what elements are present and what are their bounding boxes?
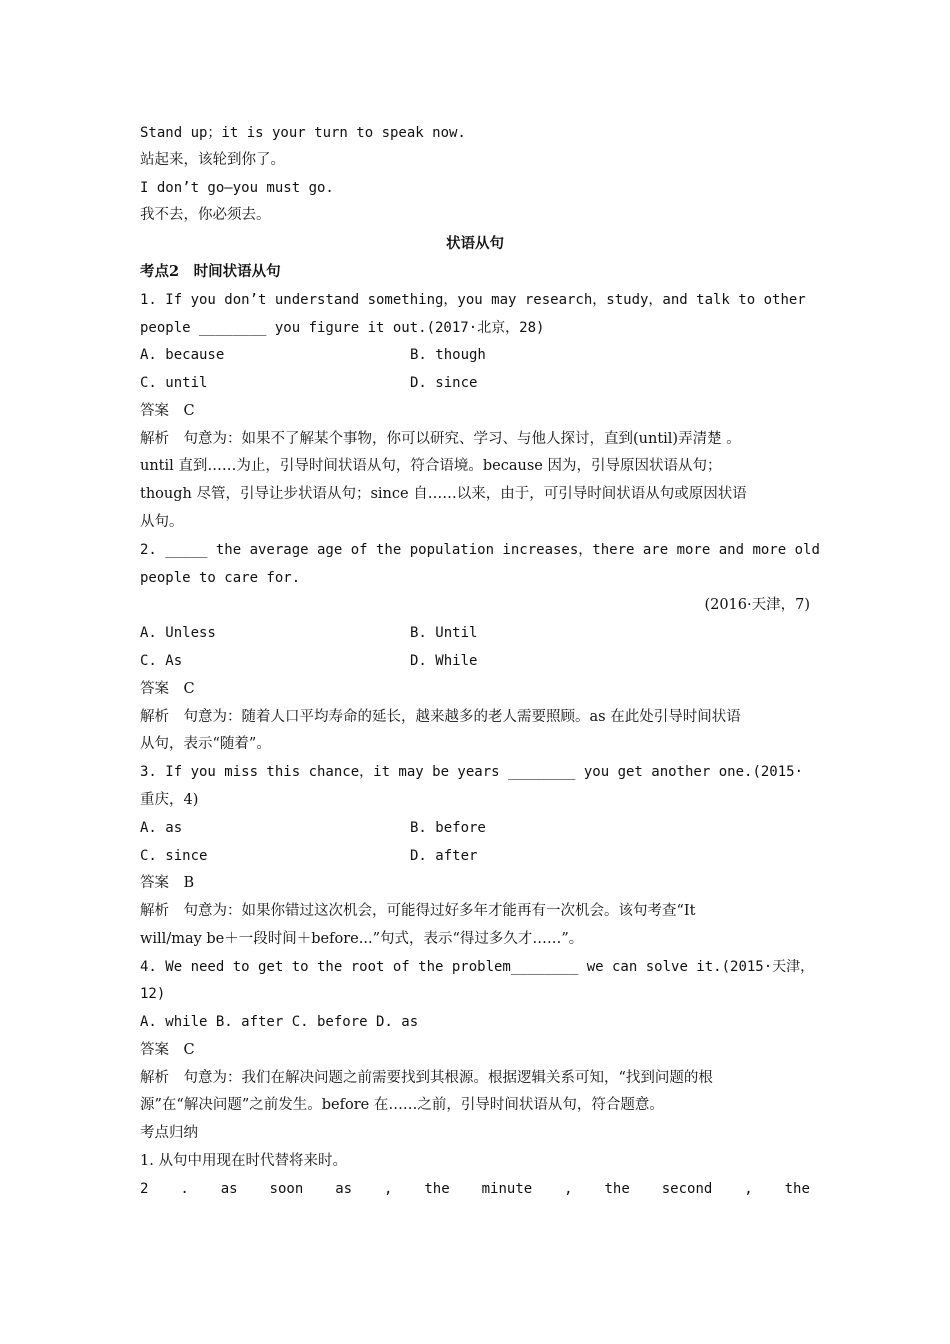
- summary-word: as: [220, 1181, 238, 1197]
- q4-options: A. while B. after C. before D. as: [140, 1014, 419, 1030]
- summary-word: as: [335, 1181, 353, 1197]
- q2-options-row-2: [140, 651, 810, 671]
- q2-explanation-line-1: 解析 句意为：随着人口平均寿命的延长，越来越多的老人需要照顾。as 在此处引导时间状语: [140, 709, 741, 725]
- summary-item-1: 1. 从句中用现在时代替将来时。: [140, 1153, 347, 1169]
- q1-explanation-line-3: though 尽管，引导让步状语从句；since 自……以来，由于，可引导时间状语从句或原因状语: [140, 486, 747, 502]
- q3-stem-line-1: 3. If you miss this chance，it may be years ________ you get another one.(2015·: [140, 764, 804, 780]
- q3-stem-line-2: 重庆，4): [140, 792, 199, 808]
- q2-explanation-line-2: 从句，表示“随着”。: [140, 736, 271, 752]
- q3-option-a: A. as: [140, 820, 183, 836]
- summary-heading: 考点归纳: [140, 1125, 198, 1141]
- q4-stem-line-2: 12): [140, 986, 166, 1002]
- section-title: 状语从句: [446, 235, 504, 252]
- q1-explanation-line-1: 解析 句意为：如果不了解某个事物，你可以研究、学习、与他人探讨，直到(until)弄清楚 。: [140, 431, 741, 447]
- q2-option-d: D. While: [410, 653, 478, 669]
- q1-option-d: D. since: [410, 375, 478, 391]
- intro-line-4: 我不去，你必须去。: [140, 207, 271, 223]
- q2-stem-line-2: people to care for.: [140, 570, 301, 586]
- q1-explanation-line-4: 从句。: [140, 514, 184, 530]
- q1-option-b: B. though: [410, 347, 486, 363]
- q3-explanation-line-2: will/may be＋一段时间＋before...”句式，表示“得过多久才……”。: [140, 931, 584, 947]
- summary-word: soon: [269, 1181, 304, 1197]
- q1-stem-line-2: people ________ you figure it out.(2017·北京，28): [140, 320, 545, 336]
- summary-word: the: [784, 1181, 810, 1197]
- intro-line-3: I don’t go—you must go.: [140, 180, 334, 196]
- q2-stem-line-1: 2. _____ the average age of the population increases，there are more and more old: [140, 542, 820, 558]
- q3-option-c: C. since: [140, 848, 208, 864]
- q2-source: (2016·天津，7): [704, 597, 810, 613]
- q3-answer: 答案 B: [140, 875, 195, 891]
- q2-options-row-1: [140, 623, 810, 643]
- summary-word: the: [604, 1181, 630, 1197]
- q1-options-row-1: [140, 345, 810, 365]
- q2-answer: 答案 C: [140, 681, 195, 697]
- intro-line-2: 站起来，该轮到你了。: [140, 152, 285, 168]
- q2-option-b: B. Until: [410, 625, 478, 641]
- q1-answer: 答案 C: [140, 403, 195, 419]
- q3-explanation-line-1: 解析 句意为：如果你错过这次机会，可能得过好多年才能再有一次机会。该句考查“It: [140, 903, 696, 919]
- summary-word: 2: [140, 1181, 149, 1197]
- q1-option-c: C. until: [140, 375, 208, 391]
- q2-option-c: C. As: [140, 653, 183, 669]
- q1-stem-line-1: 1. If you don’t understand something，you may research，study，and talk to other: [140, 292, 806, 308]
- q1-options-row-2: [140, 373, 810, 393]
- q3-option-b: B. before: [410, 820, 486, 836]
- q4-explanation-line-1: 解析 句意为：我们在解决问题之前需要找到其根源。根据逻辑关系可知，“找到问题的根: [140, 1070, 713, 1086]
- summary-item-2: [140, 1179, 810, 1199]
- summary-word: ,: [384, 1181, 393, 1197]
- q2-option-a: A. Unless: [140, 625, 216, 641]
- q1-explanation-line-2: until 直到……为止，引导时间状语从句，符合语境。because 因为，引导原因状语从句；: [140, 458, 722, 474]
- q4-stem-line-1: 4. We need to get to the root of the problem________ we can solve it.(2015·天津，: [140, 959, 815, 975]
- summary-word: .: [180, 1181, 189, 1197]
- q4-explanation-line-2: 源”在“解决问题”之前发生。before 在……之前，引导时间状语从句，符合题意。: [140, 1097, 664, 1113]
- q3-options-row-2: [140, 846, 810, 866]
- q3-options-row-1: [140, 818, 810, 838]
- summary-word: ,: [564, 1181, 573, 1197]
- summary-word: the: [424, 1181, 450, 1197]
- summary-word: ,: [744, 1181, 753, 1197]
- summary-word: minute: [481, 1181, 533, 1197]
- q1-option-a: A. because: [140, 347, 225, 363]
- q3-option-d: D. after: [410, 848, 478, 864]
- summary-word: second: [661, 1181, 713, 1197]
- intro-line-1: Stand up；it is your turn to speak now.: [140, 125, 466, 141]
- topic-heading: 考点2 时间状语从句: [140, 263, 281, 280]
- q4-answer: 答案 C: [140, 1042, 195, 1058]
